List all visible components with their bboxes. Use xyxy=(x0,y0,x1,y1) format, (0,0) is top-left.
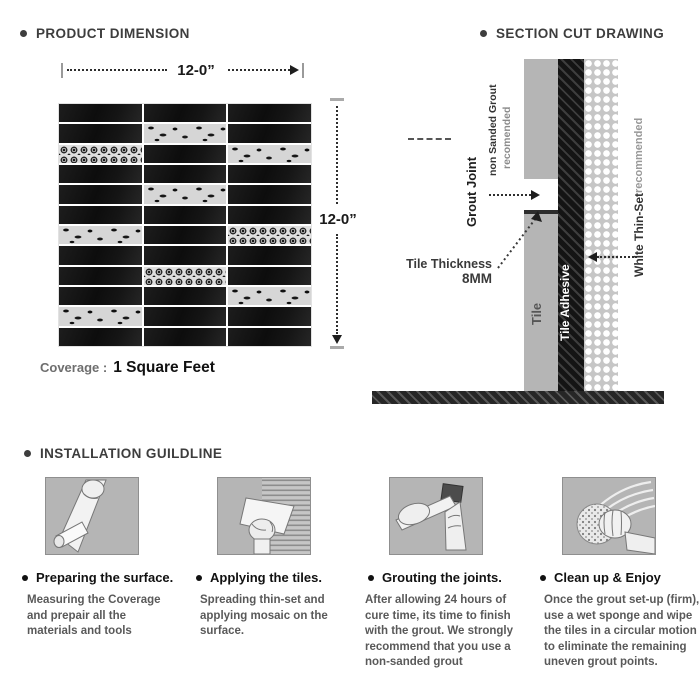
mosaic-tile-circles xyxy=(144,267,227,285)
mosaic-tile-dark xyxy=(144,145,227,163)
coverage-line xyxy=(40,359,215,377)
step-desc-4: Once the grout set-up (firm), use a wet sponge and wipe the tiles in a circular motion to eliminate the remaining uneven grout points. xyxy=(544,594,700,669)
grout-note-line1: non Sanded Grout xyxy=(487,84,499,176)
grout-joint-label: Grout Joint xyxy=(464,156,479,228)
v-dim-bottom-cap xyxy=(330,346,344,349)
step-desc-1: Measuring the Coverage and prepair all the materials and tools xyxy=(27,594,161,638)
tile-thickness-leader-icon xyxy=(490,206,546,276)
section-cut-heading xyxy=(480,26,664,41)
mosaic-tile-dark xyxy=(59,246,142,264)
bullet-icon xyxy=(24,450,31,457)
mosaic-tile-dark xyxy=(144,328,227,346)
bullet-icon xyxy=(20,30,27,37)
tile-mosaic xyxy=(58,103,312,347)
mosaic-tile-dark xyxy=(144,104,227,122)
apply-illustration xyxy=(217,477,311,555)
tile-thickness-callout xyxy=(392,257,492,286)
v-dim-arrow-icon xyxy=(332,335,342,344)
step-title-3 xyxy=(368,570,502,585)
mosaic-tile-dark xyxy=(228,267,311,285)
step-title-label: Grouting the joints. xyxy=(382,570,502,585)
mosaic-tile-dark xyxy=(59,206,142,224)
mosaic-tile-circles xyxy=(228,226,311,244)
v-dim-label: 12-0” xyxy=(319,211,357,228)
mosaic-tile-dark xyxy=(144,246,227,264)
cleanup-illustration xyxy=(562,477,656,555)
step-title-1 xyxy=(22,570,173,585)
mosaic-tile-dark xyxy=(59,185,142,203)
bullet-icon xyxy=(368,575,374,581)
thinset-note: recommended xyxy=(633,117,645,193)
grout-arrow-icon xyxy=(531,190,540,200)
v-dim-dotline-top xyxy=(336,106,338,204)
product-dimension-heading-label: PRODUCT DIMENSION xyxy=(36,26,190,41)
mosaic-tile-dark xyxy=(228,328,311,346)
mosaic-tile-circles xyxy=(59,145,142,163)
installation-heading xyxy=(24,446,222,461)
mosaic-tile-dark xyxy=(228,307,311,325)
mosaic-tile-dark xyxy=(228,104,311,122)
step-desc-2: Spreading thin-set and applying mosaic on the surface. xyxy=(200,594,328,638)
step-title-label: Preparing the surface. xyxy=(36,570,174,585)
thinset-label-group xyxy=(632,112,646,277)
mosaic-tile-dark xyxy=(59,104,142,122)
mosaic-tile-wavy xyxy=(144,185,227,203)
step-desc-3: After allowing 24 hours of cure time, its time to finish with the grout. We strongly recommend that you use a non-sanded grout xyxy=(365,594,514,669)
grout-arrow-line xyxy=(489,194,531,196)
tile-thickness-value: 8MM xyxy=(462,271,492,286)
installation-heading-label: INSTALLATION GUILDLINE xyxy=(40,446,223,461)
mosaic-tile-wavy xyxy=(228,145,311,163)
mosaic-tile-dark xyxy=(59,287,142,305)
step-title-2 xyxy=(196,570,322,585)
h-dim-dotline-left xyxy=(67,69,167,71)
mosaic-tile-dark xyxy=(228,185,311,203)
mosaic-tile-wavy xyxy=(228,287,311,305)
mosaic-tile-dark xyxy=(228,206,311,224)
grout-note-line2: recomended xyxy=(501,106,513,170)
mosaic-tile-dark xyxy=(59,328,142,346)
mosaic-tile-wavy xyxy=(59,226,142,244)
step-title-4 xyxy=(540,570,661,585)
product-dimension-heading xyxy=(20,26,190,41)
bullet-icon xyxy=(480,30,487,37)
prepare-illustration xyxy=(45,477,139,555)
thinset-arrow-icon xyxy=(588,252,597,262)
coverage-label: Coverage : xyxy=(40,360,108,375)
mosaic-tile-dark xyxy=(59,267,142,285)
bullet-icon xyxy=(22,575,28,581)
bullet-icon xyxy=(196,575,202,581)
v-dim-dotline-bottom xyxy=(336,234,338,334)
coverage-value: 1 Square Feet xyxy=(113,359,215,376)
floor-substrate-layer xyxy=(372,391,664,404)
mosaic-tile-dark xyxy=(228,246,311,264)
mosaic-tile-dark xyxy=(144,226,227,244)
mosaic-tile-dark xyxy=(144,287,227,305)
h-dim-left-tick xyxy=(61,63,63,78)
upper-tile-layer xyxy=(524,59,558,179)
h-dim-right-tick xyxy=(302,63,304,78)
grout-illustration xyxy=(389,477,483,555)
tile-adhesive-label: Tile Adhesive xyxy=(558,264,572,342)
h-dim-arrow-icon xyxy=(290,65,299,75)
mosaic-tile-dark xyxy=(144,165,227,183)
mosaic-tile-dark xyxy=(144,206,227,224)
step-title-label: Clean up & Enjoy xyxy=(554,570,661,585)
thinset-arrow-line xyxy=(597,256,637,258)
bullet-icon xyxy=(540,575,546,581)
dashed-mark xyxy=(408,138,451,140)
mosaic-tile-dark xyxy=(59,124,142,142)
thinset-layer xyxy=(584,59,618,391)
mosaic-tile-dark xyxy=(144,307,227,325)
mosaic-tile-dark xyxy=(59,165,142,183)
mosaic-tile-wavy xyxy=(59,307,142,325)
mosaic-tile-dark xyxy=(228,165,311,183)
h-dim-dotline-right xyxy=(228,69,290,71)
step-title-label: Applying the tiles. xyxy=(210,570,322,585)
h-dim-label: 12-0” xyxy=(177,62,215,79)
tile-thickness-label: Tile Thickness xyxy=(406,257,492,271)
thinset-label: White Thin-Set xyxy=(632,192,646,277)
v-dim-top-cap xyxy=(330,98,344,101)
tile-layer-label: Tile xyxy=(529,302,544,326)
mosaic-tile-wavy xyxy=(144,124,227,142)
mosaic-tile-dark xyxy=(228,124,311,142)
section-cut-heading-label: SECTION CUT DRAWING xyxy=(496,26,665,41)
